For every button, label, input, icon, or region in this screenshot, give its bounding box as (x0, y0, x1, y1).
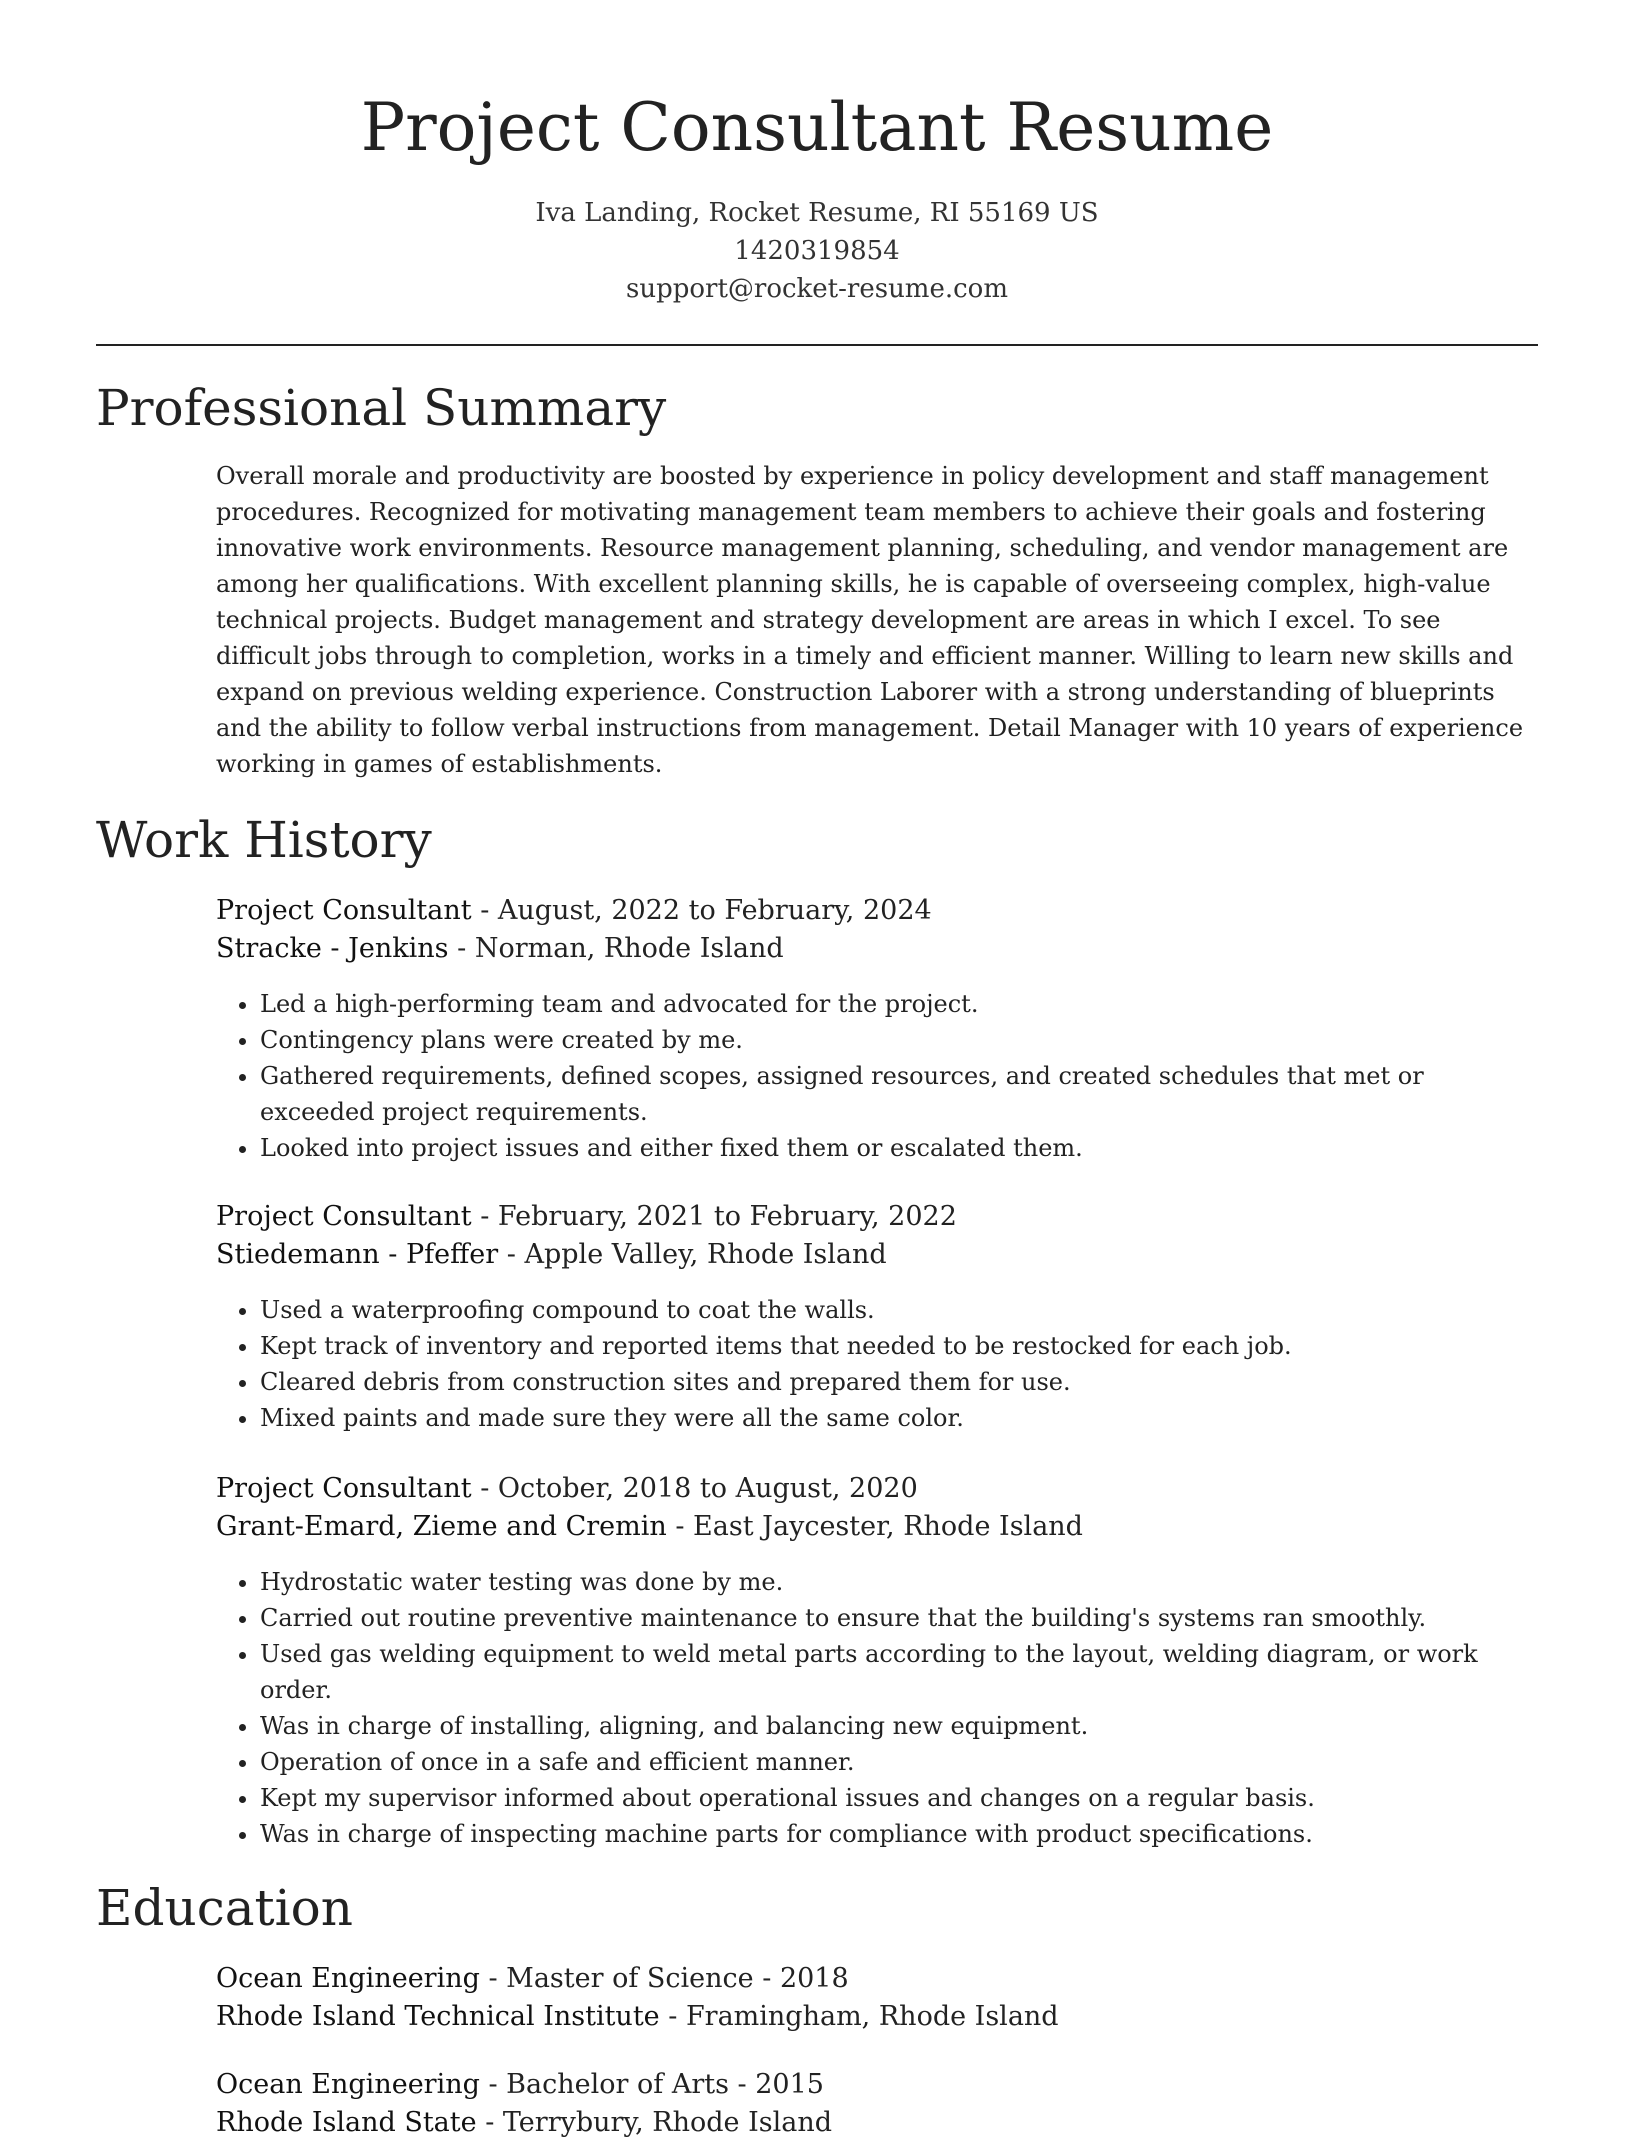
list-item: • Used gas welding equipment to weld metal parts according to the layout, welding diagram, or work order. (260, 1636, 1536, 1708)
education-school: Rhode Island State (216, 2107, 477, 2138)
job-title: Project Consultant (216, 895, 472, 926)
education-school-line (216, 1998, 1536, 2036)
education-location: - Framingham, Rhode Island (659, 2001, 1059, 2032)
list-item: • Mixed paints and made sure they were all the same color. (260, 1400, 1536, 1436)
resume-header (96, 0, 1538, 308)
education-field: Ocean Engineering (216, 1963, 480, 1994)
education-heading: Education (96, 1879, 353, 1937)
list-item: • Cleared debris from construction sites and prepared them for use. (260, 1364, 1536, 1400)
list-item: • Hydrostatic water testing was done by me. (260, 1564, 1536, 1600)
job-dates: - February, 2021 to February, 2022 (471, 1201, 957, 1232)
contact-address: Iva Landing, Rocket Resume, RI 55169 US (535, 198, 1099, 228)
page-title: Project Consultant Resume (360, 89, 1274, 166)
education-year: - 2018 (753, 1963, 849, 1994)
list-item: • Was in charge of installing, aligning, and balancing new equipment. (260, 1708, 1536, 1744)
education-entry (216, 1960, 1536, 2036)
list-item: • Gathered requirements, defined scopes, assigned resources, and created schedules that met or exceeded project requirements. (260, 1058, 1536, 1130)
education-degree-line (216, 2066, 1536, 2104)
work-history-heading: Work History (96, 811, 432, 869)
list-item: • Led a high-performing team and advocated for the project. (260, 986, 1536, 1022)
list-item: • Used a waterproofing compound to coat the walls. (260, 1292, 1536, 1328)
job-company-line (216, 930, 1536, 968)
education-degree-line (216, 1960, 1536, 1998)
education-section (96, 1876, 1538, 2142)
education-degree: - Bachelor of Arts (479, 2069, 729, 2100)
job-title-line (216, 1470, 1536, 1508)
contact-email: support@rocket-resume.com (625, 274, 1008, 304)
education-entry (216, 2066, 1536, 2142)
job-title-line (216, 892, 1536, 930)
job-title: Project Consultant (216, 1201, 472, 1232)
job-entry (216, 892, 1536, 1166)
job-bullets (216, 1564, 1536, 1852)
job-entry (216, 1198, 1536, 1436)
summary-section (96, 376, 1538, 782)
job-dates: - August, 2022 to February, 2024 (471, 895, 932, 926)
header-divider (96, 344, 1538, 346)
contact-block (96, 194, 1538, 308)
job-location: - Norman, Rhode Island (448, 933, 784, 964)
list-item: • Kept my supervisor informed about operational issues and changes on a regular basis. (260, 1780, 1536, 1816)
education-location: - Terrybury, Rhode Island (476, 2107, 833, 2138)
education-field: Ocean Engineering (216, 2069, 480, 2100)
job-company-line (216, 1236, 1536, 1274)
job-company-line (216, 1508, 1536, 1546)
list-item: • Kept track of inventory and reported items that needed to be restocked for each job. (260, 1328, 1536, 1364)
job-entry (216, 1470, 1536, 1852)
job-location: - Apple Valley, Rhode Island (498, 1239, 887, 1270)
job-title-line (216, 1198, 1536, 1236)
job-bullets (216, 986, 1536, 1166)
list-item: • Contingency plans were created by me. (260, 1022, 1536, 1058)
summary-text: Overall morale and productivity are boosted by experience in policy development and staff management procedures. Recognized for motivating management team members to achieve their goals and fostering innovative work environments. Resource management planning, scheduling, and vendor management are among her qualifications. With excellent planning skills, he is capable of overseeing complex, high-value technical projects. Budget management and strategy development are areas in which I excel. To see difficult jobs through to completion, works in a timely and efficient manner. Willing to learn new skills and expand on previous welding experience. Construction Laborer with a strong understanding of blueprints and the ability to follow verbal instructions from management. Detail Manager with 10 years of experience working in games of establishments. (216, 462, 1524, 778)
list-item: • Carried out routine preventive maintenance to ensure that the building's systems ran smoothly. (260, 1600, 1536, 1636)
job-bullets (216, 1292, 1536, 1436)
job-company: Stracke - Jenkins (216, 933, 449, 964)
job-location: - East Jaycester, Rhode Island (666, 1511, 1083, 1542)
job-company: Stiedemann - Pfeffer (216, 1239, 499, 1270)
list-item: • Looked into project issues and either fixed them or escalated them. (260, 1130, 1536, 1166)
job-company: Grant-Emard, Zieme and Cremin (216, 1511, 667, 1542)
contact-phone: 1420319854 (734, 236, 900, 266)
resume-page (96, 0, 1538, 2142)
list-item: • Operation of once in a safe and efficient manner. (260, 1744, 1536, 1780)
education-school: Rhode Island Technical Institute (216, 2001, 660, 2032)
summary-heading: Professional Summary (96, 379, 667, 437)
list-item: • Was in charge of inspecting machine parts for compliance with product specifications. (260, 1816, 1536, 1852)
work-history-section (96, 808, 1538, 1852)
education-school-line (216, 2104, 1536, 2142)
education-year: - 2015 (728, 2069, 824, 2100)
education-degree: - Master of Science (479, 1963, 754, 1994)
job-title: Project Consultant (216, 1473, 472, 1504)
job-dates: - October, 2018 to August, 2020 (471, 1473, 918, 1504)
